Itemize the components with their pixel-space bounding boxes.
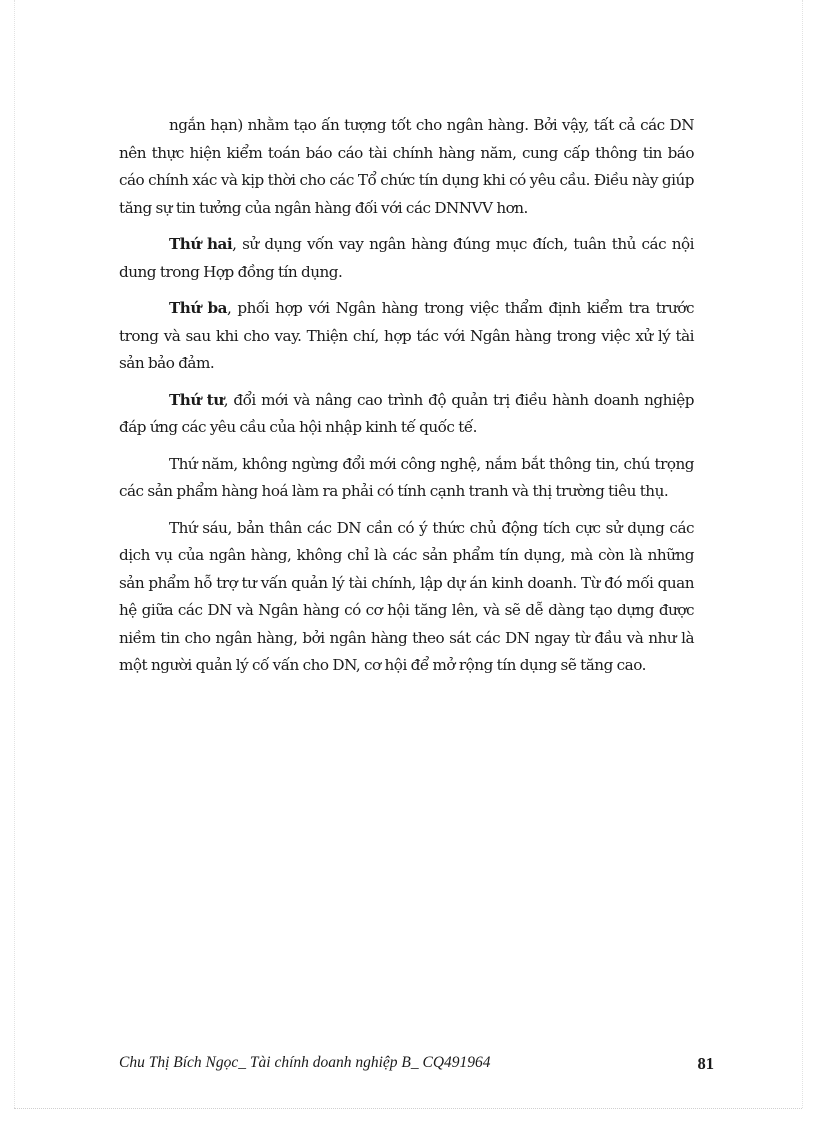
- bottom-margin-rule: [14, 1108, 802, 1109]
- page-footer: [119, 1054, 714, 1078]
- paragraph-3-lead: Thứ ba: [169, 299, 227, 317]
- paragraph-3: [119, 295, 694, 378]
- paragraph-3-text: , phối hợp với Ngân hàng trong việc thẩm định kiểm tra trước trong và sau khi cho vay. Thiện chí, hợp tác với Ngân hàng trong việc xử lý tài sản bảo đảm.: [119, 299, 694, 372]
- left-margin-rule: [14, 0, 15, 1108]
- paragraph-6: [119, 515, 694, 680]
- page-number: 81: [697, 1054, 714, 1073]
- paragraph-6-text: Thứ sáu, bản thân các DN cần có ý thức chủ động tích cực sử dụng các dịch vụ của ngân hàng, không chỉ là các sản phẩm tín dụng, mà còn là những sản phẩm hỗ trợ tư vấn quản lý tài chính, lập dự án kinh doanh. Từ đó mối quan hệ giữa các DN và Ngân hàng có cơ hội tăng lên, và sẽ dễ dàng tạo dựng được niềm tin cho ngân hàng, bởi ngân hàng theo sát các DN ngay từ đầu và như là một người quản lý cố vấn cho DN, cơ hội để mở rộng tín dụng sẽ tăng cao.: [119, 518, 694, 674]
- paragraph-2-text: , sử dụng vốn vay ngân hàng đúng mục đích, tuân thủ các nội dung trong Hợp đồng tín dụng.: [119, 235, 695, 281]
- paragraph-5-text: Thứ năm, không ngừng đổi mới công nghệ, nắm bắt thông tin, chú trọng các sản phẩm hàng hoá làm ra phải có tính cạnh tranh và thị trường tiêu thụ.: [119, 454, 694, 500]
- paragraph-4-lead: Thứ tư: [169, 390, 224, 409]
- paragraph-2-lead: Thứ hai: [169, 235, 233, 253]
- paragraph-2: [119, 231, 694, 286]
- body-text: [119, 112, 694, 689]
- right-margin-rule: [802, 0, 803, 1108]
- paragraph-1: [119, 112, 694, 222]
- paragraph-4: [119, 387, 694, 442]
- paragraph-4-text: , đổi mới và nâng cao trình độ quản trị điều hành doanh nghiệp đáp ứng các yêu cầu của hội nhập kinh tế quốc tế.: [119, 390, 694, 436]
- paragraph-1-text: ngắn hạn) nhằm tạo ấn tượng tốt cho ngân hàng. Bởi vậy, tất cả các DN nên thực hiện kiểm toán báo cáo tài chính hàng năm, cung cấp thông tin báo cáo chính xác và kịp thời cho các Tổ chức tín dụng khi có yêu cầu. Điều này giúp tăng sự tin tưởng của ngân hàng đối với các DNNVV hơn.: [119, 116, 694, 217]
- paragraph-5: [119, 451, 694, 506]
- footer-author-line: Chu Thị Bích Ngọc_ Tài chính doanh nghiệp B_ CQ491964: [119, 1054, 491, 1071]
